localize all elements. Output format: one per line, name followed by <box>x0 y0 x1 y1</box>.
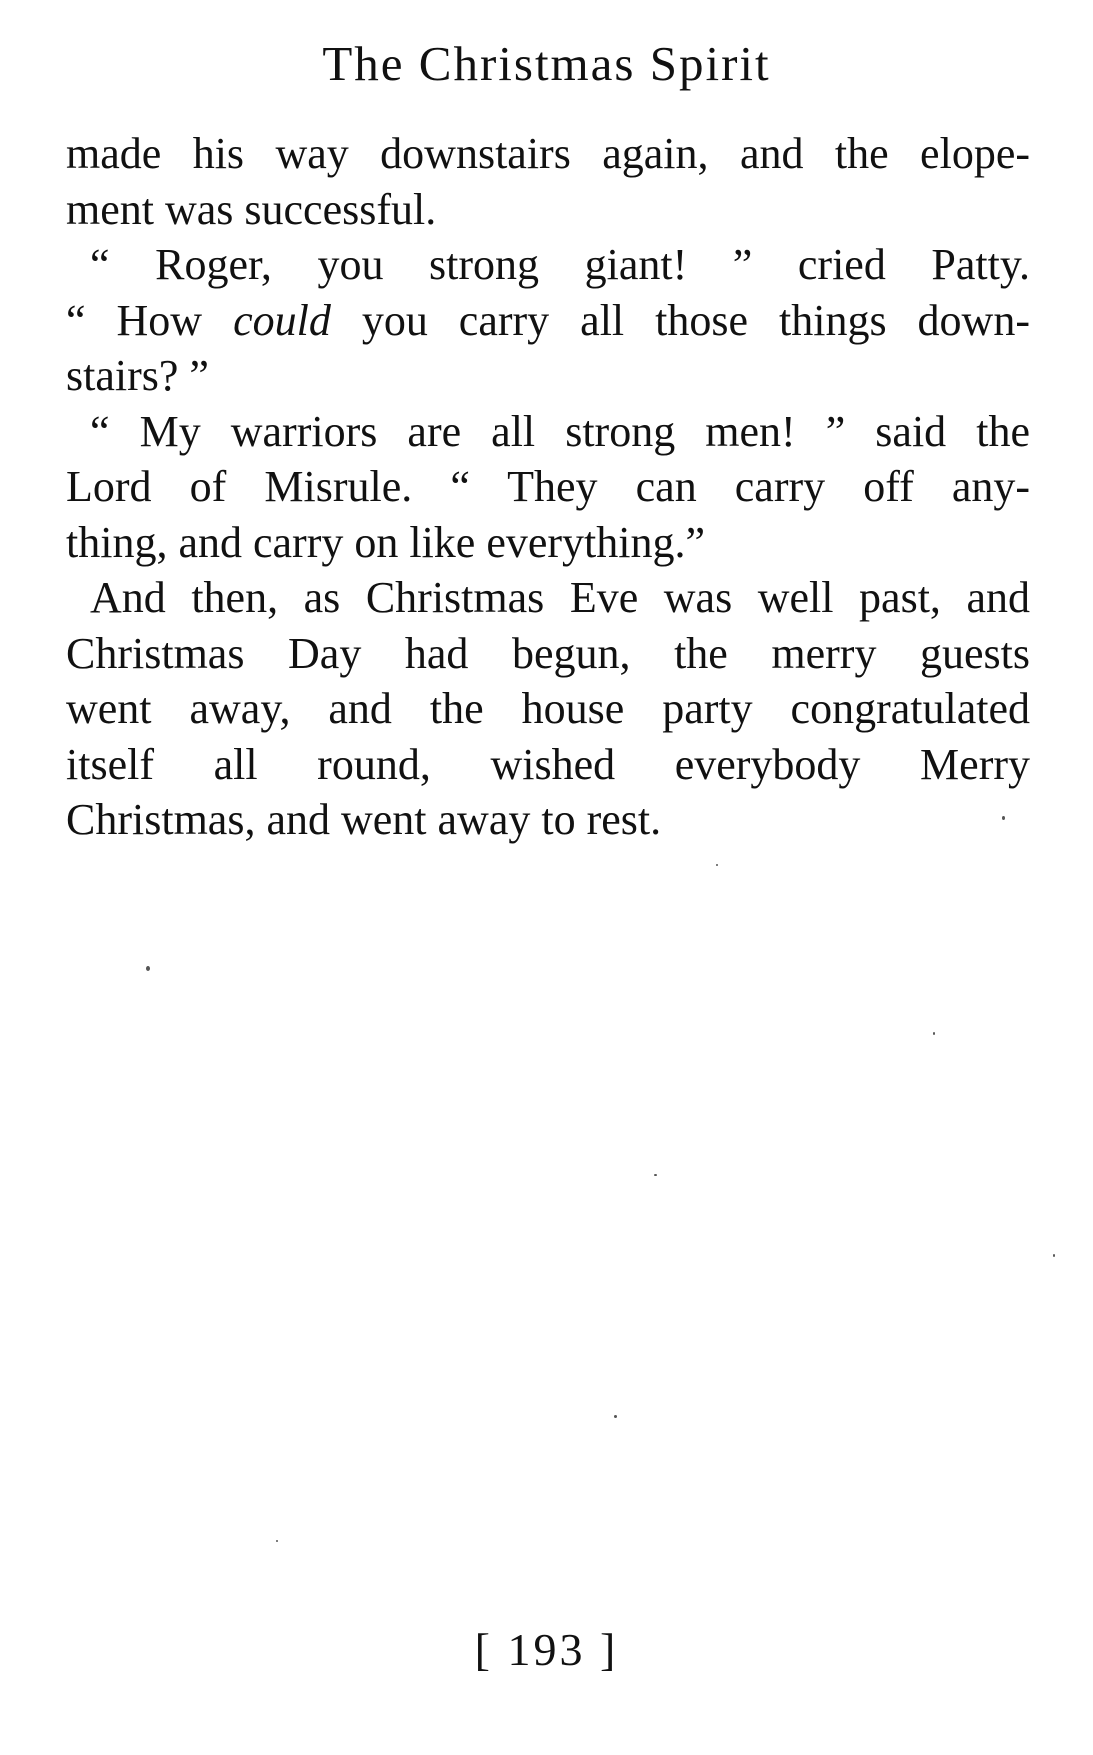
scan-speck <box>146 966 150 971</box>
scan-speck <box>654 1174 657 1176</box>
text-line: Lord of Misrule. “ They can carry off any- <box>66 462 1030 511</box>
text-line: stairs? ” <box>66 351 209 400</box>
text-line: And then, as Christmas Eve was well past, and <box>90 573 1030 622</box>
text-line: went away, and the house party congratulated <box>66 684 1030 733</box>
text-line <box>66 293 1030 349</box>
page-number: [ 193 ] <box>474 1624 619 1675</box>
text-line: thing, and carry on like everything.” <box>66 517 706 567</box>
body-text <box>66 126 1030 848</box>
scan-speck <box>614 1415 617 1418</box>
scan-speck <box>276 1540 278 1542</box>
text-line: “ Roger, you strong giant! ” cried Patty. <box>90 240 1030 289</box>
scan-speck <box>1002 816 1005 820</box>
text-line: itself all round, wished everybody Merry <box>66 739 1030 789</box>
emphasis-text: could <box>233 295 331 345</box>
scan-speck <box>933 1032 935 1035</box>
text-line: “ My warriors are all strong men! ” said the <box>90 406 1030 456</box>
text-line: Christmas Day had begun, the merry guests <box>66 628 1030 678</box>
text-fragment: “ How <box>66 295 234 345</box>
text-line: ment was successful. <box>66 184 437 234</box>
running-head: The Christmas Spirit <box>322 36 771 91</box>
scan-speck <box>1053 1254 1055 1257</box>
text-line: made his way downstairs again, and the elope- <box>66 129 1030 178</box>
text-fragment: you carry all those things down- <box>330 295 1030 345</box>
scan-speck <box>716 864 718 866</box>
text-line: Christmas, and went away to rest. <box>66 795 662 844</box>
